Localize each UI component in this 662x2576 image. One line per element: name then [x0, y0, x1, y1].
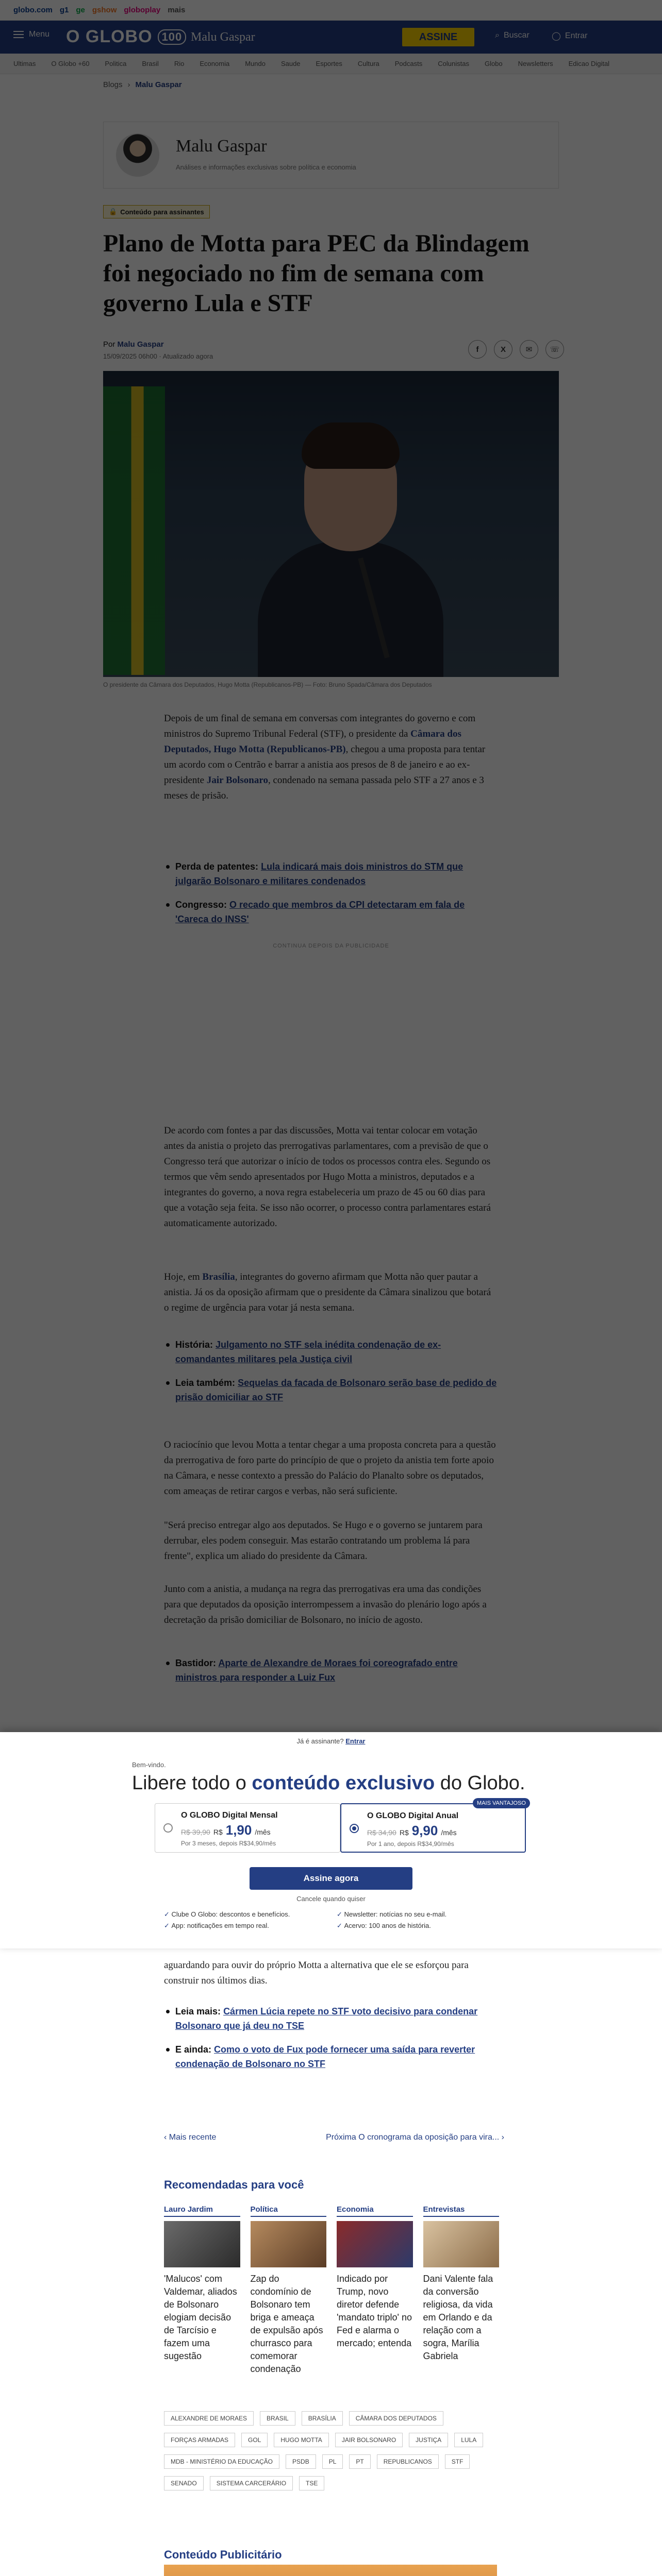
topic-tag[interactable]: JAIR BOLSONARO — [335, 2433, 403, 2447]
plan-name: O GLOBO Digital Anual — [367, 1811, 459, 1820]
plan-old-price: R$ 39,90 — [181, 1828, 210, 1836]
radio-button[interactable] — [350, 1824, 359, 1833]
paywall-welcome: Bem-vindo. — [132, 1761, 166, 1769]
benefit-item: ✓ Clube O Globo: descontos e benefícios. — [164, 1910, 326, 1919]
previous-article-link[interactable]: ‹ Mais recente — [164, 2133, 217, 2142]
related-link-item — [164, 2042, 498, 2071]
topic-tag[interactable]: BRASÍLIA — [302, 2411, 343, 2426]
plan-price — [367, 1823, 457, 1839]
plan-name: O GLOBO Digital Mensal — [181, 1811, 278, 1820]
topic-tag[interactable]: PSDB — [286, 2454, 316, 2469]
title-span: do Globo. — [435, 1772, 525, 1794]
recommended-title: Recomendadas para você — [164, 2178, 304, 2191]
recommended-thumbnail — [423, 2221, 500, 2267]
topic-tag[interactable]: PL — [322, 2454, 343, 2469]
plan-option-monthly[interactable] — [155, 1803, 340, 1853]
plan-currency: R$ — [213, 1828, 223, 1836]
recommended-headline: Indicado por Trump, novo diretor defende 'mandato triplo' no Fed e alarma o mercado; entenda — [337, 2274, 412, 2348]
recommended-thumbnail — [337, 2221, 413, 2267]
recommended-thumbnail — [251, 2221, 327, 2267]
article-paragraph: aguardando para ouvir do próprio Motta a alternativa que ele se esforçou para construir nos últimos dias. — [164, 1960, 469, 1986]
sponsored-main-image[interactable] — [164, 2565, 497, 2576]
topic-tag[interactable]: FORÇAS ARMADAS — [164, 2433, 235, 2447]
topic-tag[interactable]: SISTEMA CARCERÁRIO — [210, 2476, 293, 2490]
related-link[interactable]: Cármen Lúcia repete no STF voto decisivo para condenar Bolsonaro que já deu no TSE — [175, 2006, 478, 2031]
related-label: Leia mais: — [175, 2006, 221, 2016]
recommended-headline: 'Malucos' com Valdemar, aliados de Bolsonaro elogiam decisão de Tarcísio e fazem uma sugestão — [164, 2274, 237, 2361]
plan-badge: MAIS VANTAJOSO — [473, 1798, 530, 1808]
topic-tag[interactable]: JUSTIÇA — [409, 2433, 448, 2447]
recommended-card[interactable] — [337, 2205, 413, 2376]
recommended-category: Política — [251, 2205, 327, 2217]
plan-option-annual[interactable] — [340, 1800, 526, 1853]
benefit-item: ✓ Newsletter: notícias no seu e-mail. — [337, 1910, 499, 1919]
related-link-item — [164, 2004, 498, 2033]
title-span: conteúdo exclusivo — [252, 1772, 435, 1794]
related-link[interactable]: Como o voto de Fux pode fornecer uma saída para reverter condenação de Bolsonaro no STF — [175, 2044, 475, 2069]
topic-tag[interactable]: STF — [445, 2454, 470, 2469]
topic-tag[interactable]: CÂMARA DOS DEPUTADOS — [349, 2411, 443, 2426]
sponsored-title: Conteúdo Publicitário — [164, 2548, 282, 2561]
topic-tag[interactable]: REPUBLICANOS — [377, 2454, 439, 2469]
topic-tag[interactable]: MDB - MINISTÉRIO DA EDUCAÇÃO — [164, 2454, 279, 2469]
article-pager — [164, 2133, 504, 2142]
plan-price-suffix: /mês — [255, 1828, 271, 1836]
benefit-item: ✓ App: notificações em tempo real. — [164, 1922, 326, 1930]
recommended-card[interactable] — [164, 2205, 240, 2376]
paywall-modal — [0, 1732, 662, 1948]
topic-tag[interactable]: LULA — [454, 2433, 483, 2447]
plan-old-price: R$ 34,90 — [367, 1828, 396, 1837]
related-label: E ainda: — [175, 2044, 212, 2055]
related-links-list — [164, 2004, 498, 2080]
recommended-card[interactable] — [423, 2205, 500, 2376]
recommended-card[interactable] — [251, 2205, 327, 2376]
recommended-thumbnail — [164, 2221, 240, 2267]
plan-note: Por 1 ano, depois R$34,90/mês — [367, 1840, 454, 1848]
topic-tag[interactable]: SENADO — [164, 2476, 204, 2490]
radio-button[interactable] — [163, 1823, 173, 1833]
plan-price-value: 9,90 — [411, 1823, 438, 1838]
paywall-title — [132, 1772, 525, 1794]
paywall-login-line — [0, 1737, 662, 1745]
next-article-link[interactable]: Próxima O cronograma da oposição para vira... › — [326, 2133, 504, 2142]
plan-price-suffix: /mês — [441, 1828, 457, 1837]
recommended-category: Lauro Jardim — [164, 2205, 240, 2217]
recommended-headline: Dani Valente fala da conversão religiosa, da vida em Orlando e da relação com a sogra, Marília Gabriela — [423, 2274, 493, 2361]
plan-note: Por 3 meses, depois R$34,90/mês — [181, 1840, 276, 1847]
tag-list — [164, 2411, 504, 2490]
recommended-category: Economia — [337, 2205, 413, 2217]
recommended-headline: Zap do condomínio de Bolsonaro tem briga e ameaça de expulsão após churrasco para comemorar condenação — [250, 2274, 323, 2374]
plan-price — [181, 1822, 271, 1838]
paywall-login-link[interactable]: Entrar — [345, 1737, 366, 1745]
plan-price-value: 1,90 — [225, 1822, 252, 1838]
topic-tag[interactable]: HUGO MOTTA — [274, 2433, 328, 2447]
topic-tag[interactable]: GOL — [241, 2433, 268, 2447]
paywall-already-text: Já é assinante? — [296, 1737, 344, 1745]
subscribe-now-button[interactable]: Assine agora — [250, 1867, 412, 1890]
benefit-item: ✓ Acervo: 100 anos de história. — [337, 1922, 499, 1930]
topic-tag[interactable]: ALEXANDRE DE MORAES — [164, 2411, 254, 2426]
topic-tag[interactable]: PT — [349, 2454, 370, 2469]
cancel-note: Cancele quando quiser — [296, 1895, 366, 1903]
recommended-grid — [164, 2205, 499, 2376]
topic-tag[interactable]: BRASIL — [260, 2411, 295, 2426]
benefits-list — [164, 1910, 499, 1930]
plan-currency: R$ — [399, 1828, 409, 1837]
topic-tag[interactable]: TSE — [299, 2476, 324, 2490]
recommended-category: Entrevistas — [423, 2205, 500, 2217]
title-span: Libere todo o — [132, 1772, 252, 1794]
